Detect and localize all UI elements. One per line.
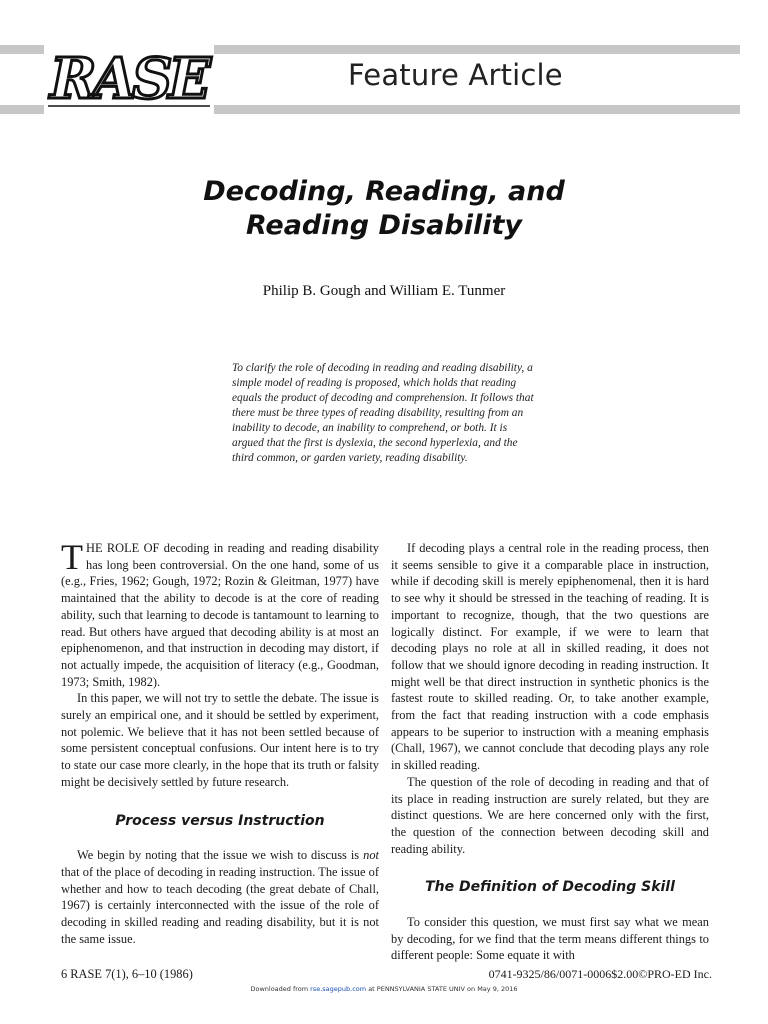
drop-cap: T [61, 537, 83, 577]
paragraph-3-emphasis: not [363, 848, 379, 863]
download-link[interactable]: rse.sagepub.com [310, 985, 367, 993]
paragraph-3-text-b: that of the place of decoding in reading instruction. The issue of whether and how to teach decoding (the great debate of Chall, 1967) is certainly interconnected with the issue of the role of decoding in skilled reading and reading disability, but it is not the same issue. [61, 864, 379, 946]
footer-copyright: 0741-9325/86/0071-0006$2.00©PRO-ED Inc. [488, 967, 712, 981]
paragraph-1-text: HE ROLE OF decoding in reading and reading disability has long been controversial. On the one hand, some of us (e.g., Fries, 1962; Gough, 1972; Rozin & Gleitman, 1977) have maintained that the ability to decode is at the core of reading ability, such that learning to decode is tantamount to learning to read. But others have argued that decoding ability is at most an epiphenomenon, and that instruction in decoding may distort, if not actually impede, the acquisition of literacy (e.g., Goodman, 1973; Smith, 1982). [61, 541, 379, 689]
article-title [0, 175, 768, 243]
download-suffix: at PENNSYLVANIA STATE UNIV on May 9, 2016 [366, 985, 518, 993]
article-title-line1: Decoding, Reading, and [203, 176, 565, 207]
right-column [391, 540, 709, 964]
download-prefix: Downloaded from [250, 985, 311, 993]
left-column [61, 537, 379, 947]
section-heading-process: Process versus Instruction [115, 812, 325, 829]
paragraph-3-text-a: We begin by noting that the issue we wish to discuss is [77, 848, 364, 863]
article-abstract: To clarify the role of decoding in reading and reading disability, a simple model of reading is proposed, which holds that reading equals the product of decoding and comprehension. It follows that there must be three types of reading disability, resulting from an inability to decode, an inability to comprehend, or both. It is argued that the first is dyslexia, the second hyperlexia, and the third common, or garden variety, reading disability. [232, 362, 534, 464]
footer-citation: 6 RASE 7(1), 6–10 (1986) [61, 967, 193, 981]
download-notice [0, 985, 768, 993]
paragraph-2: In this paper, we will not try to settle the debate. The issue is surely an empirical one, and it should be settled by experiment, not polemic. We believe that it has not been settled because of some persistent conceptual confusions. Our intent here is to try to state our case more clearly, in the hope that its truth or falsity might be decisively settled by future research. [61, 691, 379, 789]
section-heading-definition: The Definition of Decoding Skill [425, 879, 675, 896]
paragraph-5: The question of the role of decoding in reading and that of its place in reading instruction are surely related, but they are distinct questions. We are here concerned only with the first, the question of the connection between decoding skill and reading ability. [391, 774, 709, 856]
article-authors: Philip B. Gough and William E. Tunmer [262, 283, 506, 299]
paragraph-1 [61, 537, 379, 690]
paragraph-4: If decoding plays a central role in the reading process, then it seems sensible to give it a comparable place in instruction, while if decoding skill is merely epiphenomenal, then it is hard to see why it should be stressed in the teaching of reading. It is important to recognize, though, that the two questions are logically distinct. For example, if we were to learn that decoding plays no role at all in skilled reading, it does not follow that we should ignore decoding in reading instruction. It might well be that direct instruction in synthetic phonics is the fastest route to skilled reading. Or, to take another example, from the fact that reading instruction with a code emphasis appears to be superior to instruction with a meaning emphasis (Chall, 1967), we cannot conclude that decoding plays any role in skilled reading. [391, 541, 709, 773]
rase-logo [44, 40, 214, 118]
paragraph-6: To consider this question, we must first say what we mean by decoding, for we find that the term means different things to different people: Some equate it with [391, 915, 709, 963]
paragraph-3 [61, 847, 379, 947]
rase-logo-text: RASE [50, 46, 208, 112]
section-label: Feature Article [348, 58, 563, 92]
article-title-line2: Reading Disability [245, 210, 523, 241]
